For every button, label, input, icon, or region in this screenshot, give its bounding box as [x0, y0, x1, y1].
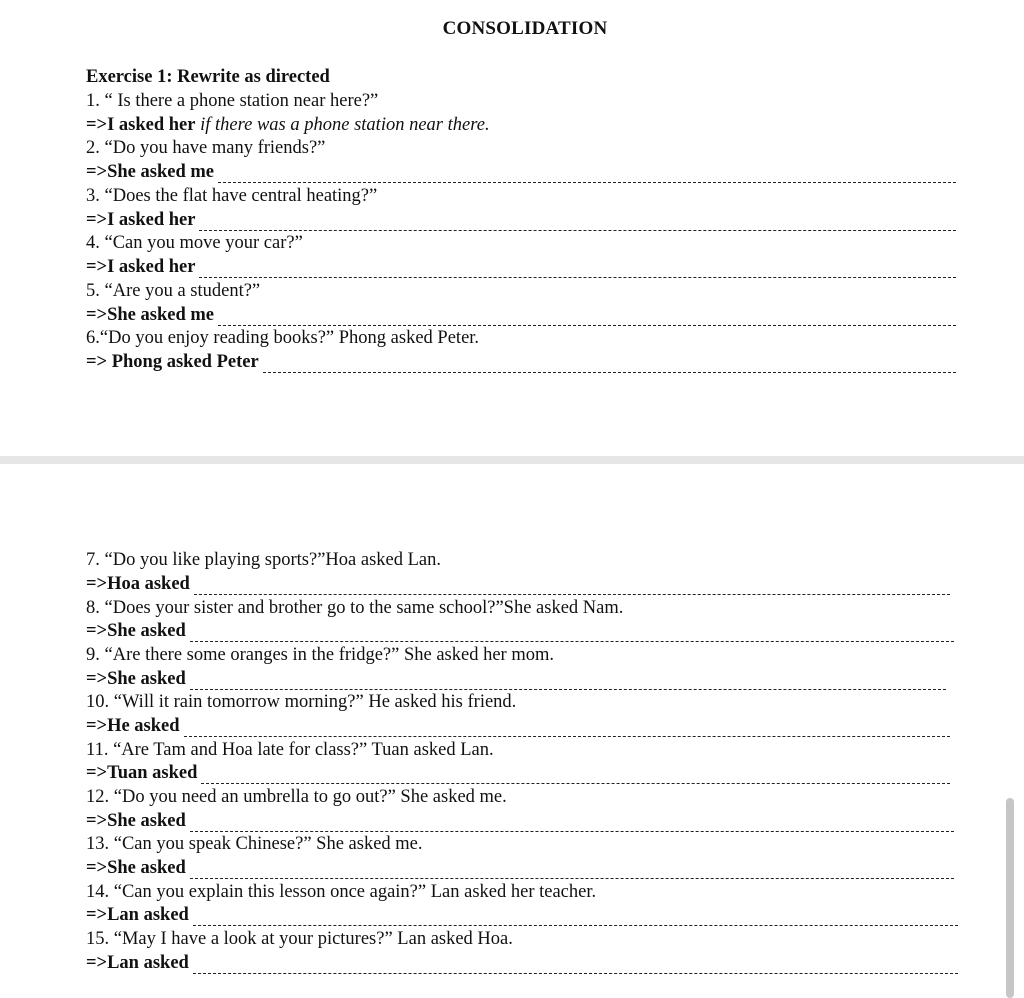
answer-blank-3[interactable]: [199, 215, 956, 231]
answer-line-6[interactable]: [86, 351, 956, 373]
answer-line-12[interactable]: [86, 810, 954, 832]
question-8: 8. “Does your sister and brother go to the same school?”She asked Nam.: [86, 598, 624, 618]
answer-prompt-5: =>She asked me: [86, 305, 214, 325]
question-5: 5. “Are you a student?”: [86, 281, 261, 301]
exercise-heading: Exercise 1: Rewrite as directed: [86, 67, 330, 87]
answer-blank-7[interactable]: [194, 579, 950, 595]
answer-blank-14[interactable]: [193, 910, 958, 926]
question-11: 11. “Are Tam and Hoa late for class?” Tuan asked Lan.: [86, 740, 494, 760]
answer-prompt-3: =>I asked her: [86, 210, 196, 230]
answer-blank-15[interactable]: [193, 958, 958, 974]
answer-prompt-10: =>He asked: [86, 716, 180, 736]
question-9: 9. “Are there some oranges in the fridge?” She asked her mom.: [86, 645, 554, 665]
answer-blank-2[interactable]: [218, 167, 956, 183]
answer-line-3[interactable]: [86, 209, 956, 231]
vertical-scrollbar[interactable]: [1006, 798, 1014, 998]
answer-prompt-1: =>I asked her: [86, 115, 196, 135]
answer-prompt-2: =>She asked me: [86, 162, 214, 182]
answer-blank-11[interactable]: [201, 768, 950, 784]
answer-line-4[interactable]: [86, 256, 956, 278]
question-7: 7. “Do you like playing sports?”Hoa asked Lan.: [86, 550, 442, 570]
answer-prompt-12: =>She asked: [86, 811, 186, 831]
example-answer: if there was a phone station near there.: [200, 115, 490, 135]
page-title: CONSOLIDATION: [442, 18, 608, 39]
answer-blank-8[interactable]: [190, 626, 954, 642]
answer-blank-6[interactable]: [263, 357, 956, 373]
answer-blank-4[interactable]: [199, 262, 956, 278]
document-page-2: [0, 464, 1024, 998]
answer-blank-9[interactable]: [190, 674, 946, 690]
answer-line-9[interactable]: [86, 668, 946, 690]
answer-prompt-6: => Phong asked Peter: [86, 352, 259, 372]
question-13: 13. “Can you speak Chinese?” She asked me.: [86, 834, 423, 854]
answer-prompt-14: =>Lan asked: [86, 905, 189, 925]
question-1: 1. “ Is there a phone station near here?”: [86, 91, 379, 111]
answer-blank-12[interactable]: [190, 816, 954, 832]
answer-line-11[interactable]: [86, 762, 950, 784]
answer-blank-10[interactable]: [184, 721, 950, 737]
question-15: 15. “May I have a look at your pictures?” Lan asked Hoa.: [86, 929, 513, 949]
question-6: 6.“Do you enjoy reading books?” Phong asked Peter.: [86, 328, 480, 348]
answer-prompt-13: =>She asked: [86, 858, 186, 878]
question-14: 14. “Can you explain this lesson once again?” Lan asked her teacher.: [86, 882, 597, 902]
answer-line-2[interactable]: [86, 161, 956, 183]
answer-blank-13[interactable]: [190, 863, 954, 879]
answer-line-10[interactable]: [86, 715, 950, 737]
question-10: 10. “Will it rain tomorrow morning?” He asked his friend.: [86, 692, 517, 712]
answer-line-7[interactable]: [86, 573, 950, 595]
answer-prompt-9: =>She asked: [86, 669, 186, 689]
answer-prompt-15: =>Lan asked: [86, 953, 189, 973]
answer-line-8[interactable]: [86, 620, 954, 642]
page-separator: [0, 456, 1024, 464]
answer-line-14[interactable]: [86, 904, 958, 926]
question-12: 12. “Do you need an umbrella to go out?” She asked me.: [86, 787, 507, 807]
question-4: 4. “Can you move your car?”: [86, 233, 303, 253]
question-2: 2. “Do you have many friends?”: [86, 138, 326, 158]
question-3: 3. “Does the flat have central heating?”: [86, 186, 378, 206]
answer-blank-5[interactable]: [218, 310, 956, 326]
answer-line-1: [86, 114, 490, 136]
answer-prompt-4: =>I asked her: [86, 257, 196, 277]
answer-line-5[interactable]: [86, 304, 956, 326]
document-page-1: [0, 0, 1024, 456]
answer-prompt-8: =>She asked: [86, 621, 186, 641]
answer-prompt-7: =>Hoa asked: [86, 574, 190, 594]
answer-line-13[interactable]: [86, 857, 954, 879]
answer-prompt-11: =>Tuan asked: [86, 763, 198, 783]
answer-line-15[interactable]: [86, 952, 958, 974]
